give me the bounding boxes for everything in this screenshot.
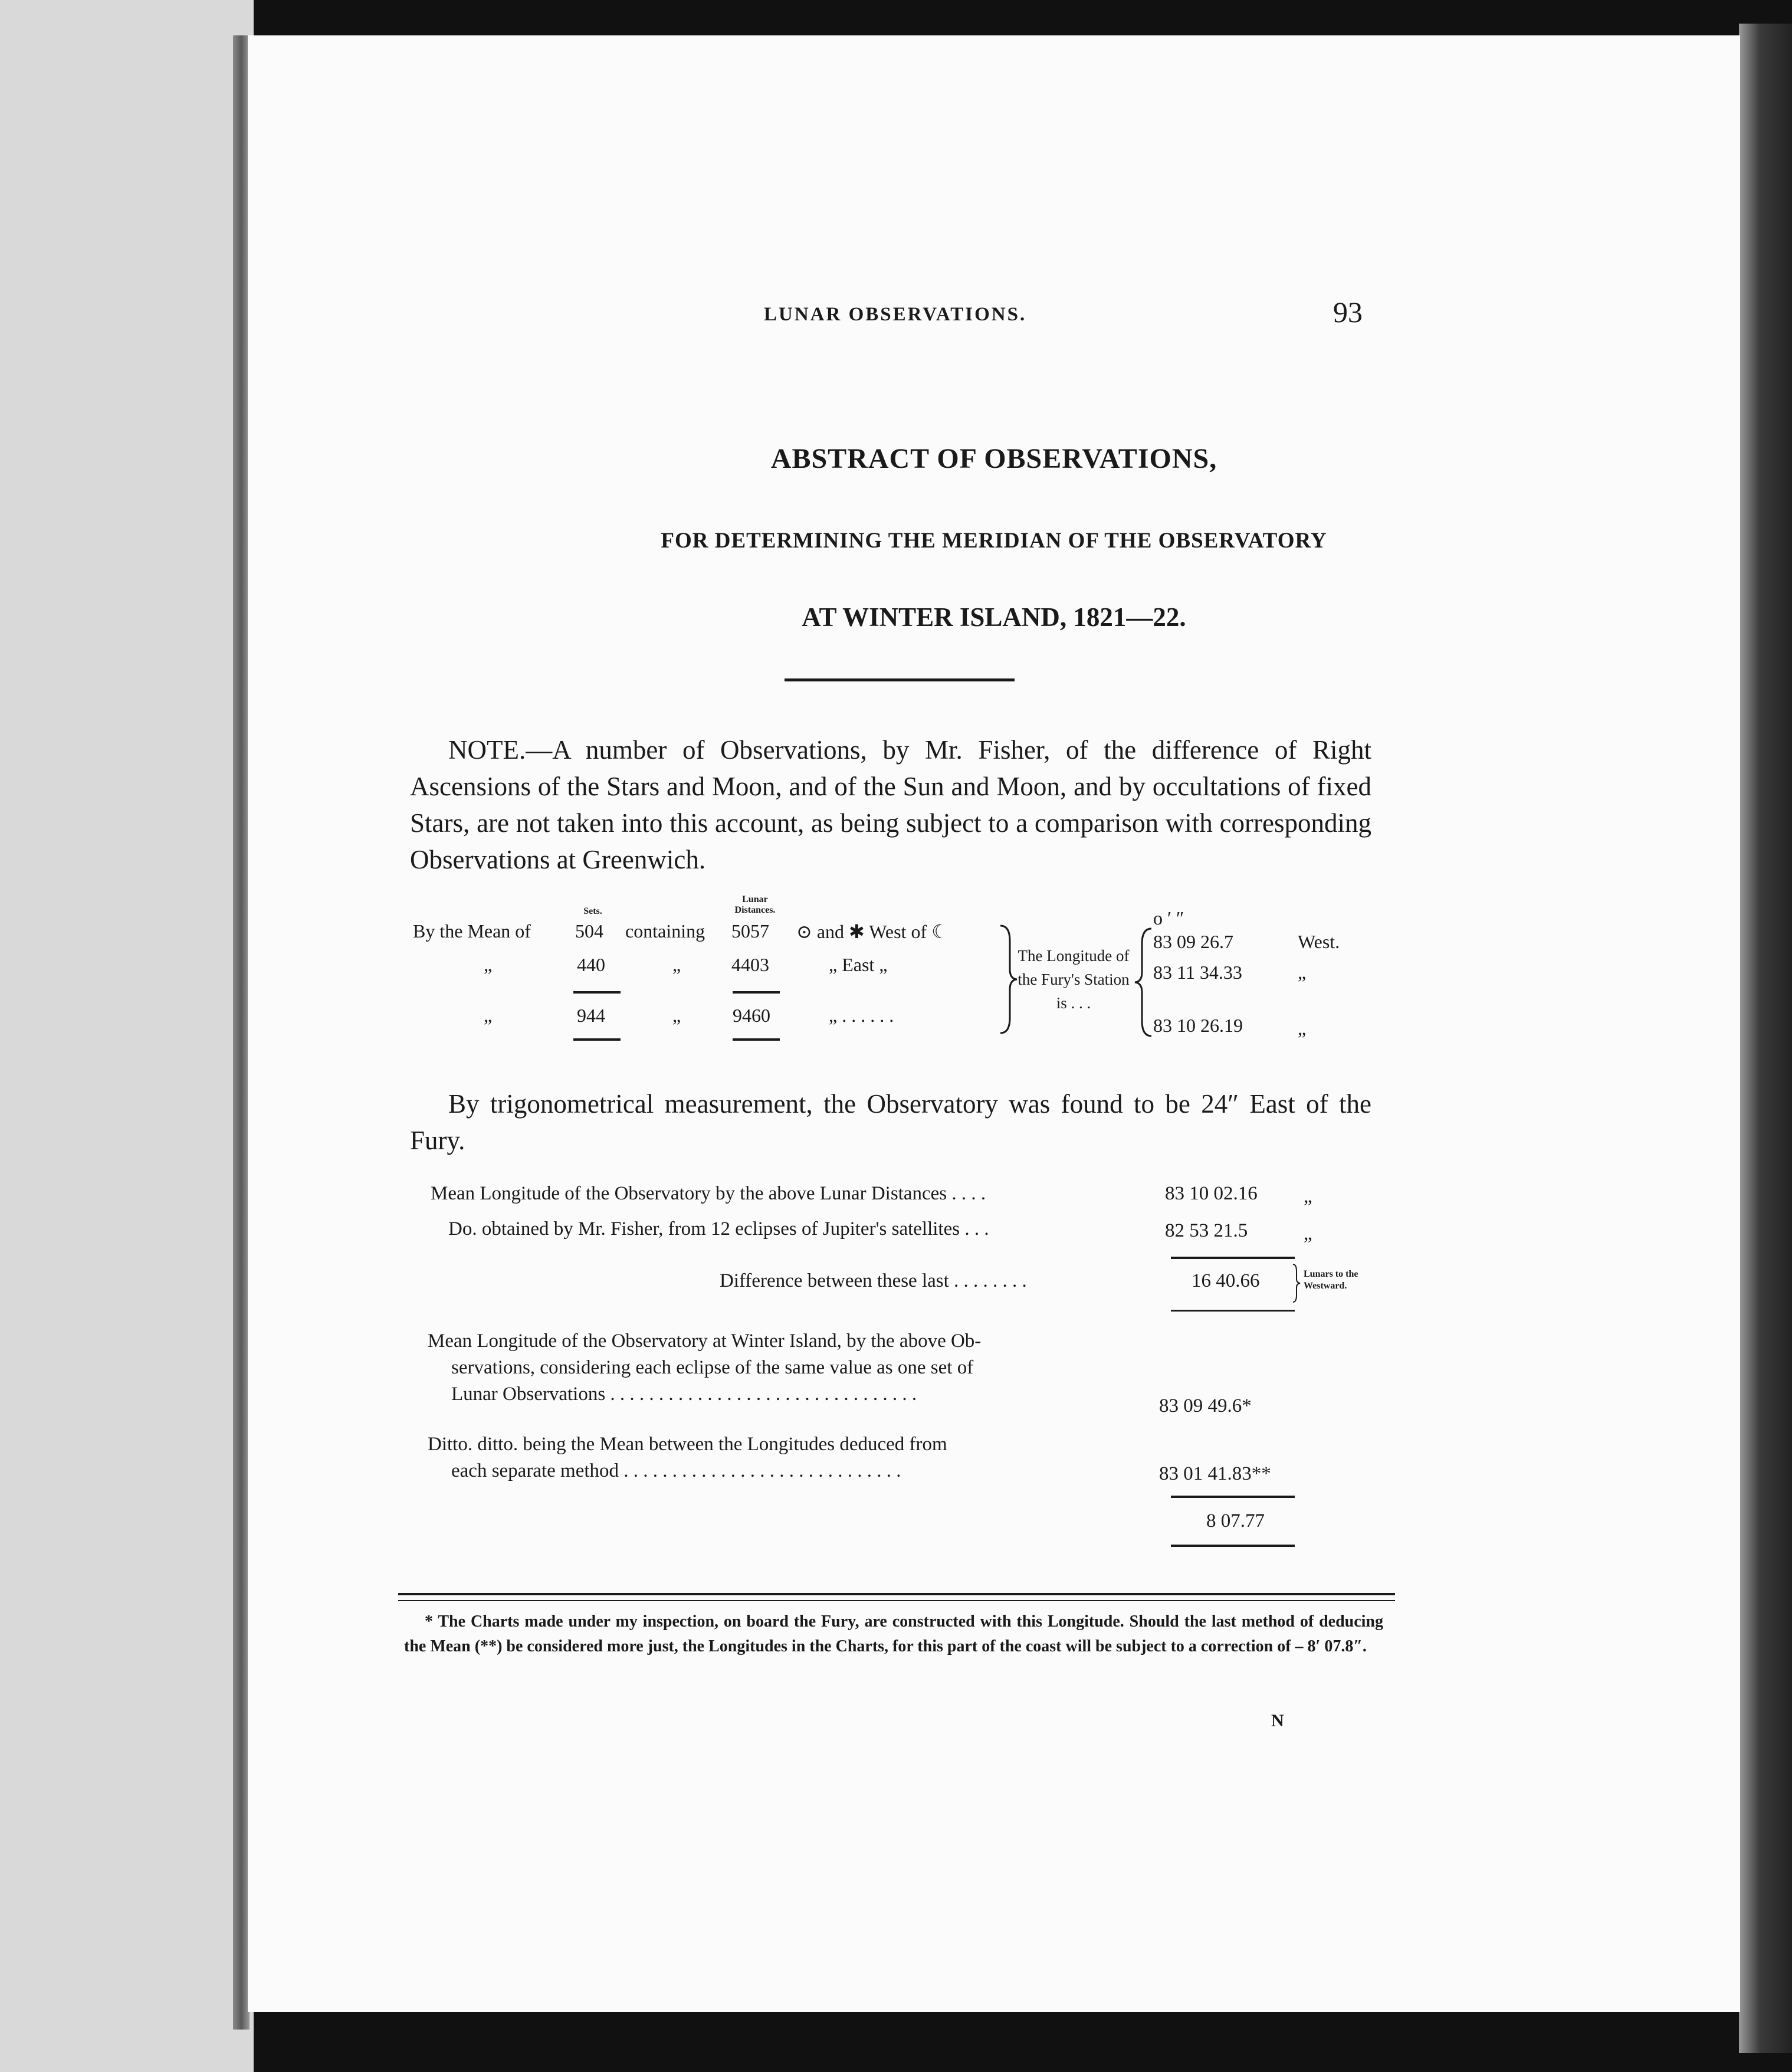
- header-lunar-distances: Lunar Distances.: [734, 894, 776, 915]
- difference-value: 16 40.66: [1192, 1270, 1260, 1291]
- line3-value: 83 09 49.6*: [1159, 1395, 1252, 1417]
- footnote: * The Charts made under my inspection, on board the Fury, are constructed with this Longitude. Should the last method of deducing the Mean (**) be considered more just, the Longitudes in the Charts, for this part of the coast will be subject to a correction of – 8′ 07.8″.: [404, 1612, 1383, 1655]
- line2-value: 82 53 21.5: [1165, 1220, 1248, 1241]
- line1-dir: „: [1304, 1186, 1312, 1207]
- lunar-sum-rule: [733, 991, 780, 994]
- row2-dir: „: [1298, 962, 1307, 983]
- lunars-westward-note: Lunars to the Westward.: [1304, 1269, 1358, 1291]
- row3-lunar: 9460: [733, 1005, 770, 1026]
- note-paragraph: NOTE.—A number of Observations, by Mr. Fisher, of the difference of Right Ascensions of the Stars and Moon, and of the Sun and Moon, and by occultations of fixed Stars, are not taken into this account, as being subject to a comparison with corresponding Observations at Greenwich.: [410, 735, 1371, 874]
- line3-text-a: Mean Longitude of the Observatory at Winter Island, by the above Ob-: [428, 1330, 982, 1352]
- line3-text-b: servations, considering each eclipse of the same value as one set of: [451, 1357, 974, 1378]
- line4-value: 83 01 41.83**: [1159, 1463, 1271, 1484]
- difference-under-rule: [1171, 1310, 1295, 1312]
- difference-brace: [1291, 1263, 1302, 1304]
- row2-lead: „: [484, 954, 493, 975]
- line2-label: Do. obtained by Mr. Fisher, from 12 eclipses of Jupiter's satellites . . .: [448, 1218, 989, 1240]
- row1-sets: 504: [575, 920, 603, 942]
- line1-label: Mean Longitude of the Observatory by the above Lunar Distances . . . .: [431, 1183, 986, 1204]
- degree-symbols: o ′ ″: [1153, 907, 1184, 929]
- row2-mid: „ East „: [829, 954, 888, 975]
- row2-lunar: 4403: [731, 954, 769, 975]
- running-head: LUNAR OBSERVATIONS.: [764, 304, 1027, 325]
- line4-text-b: each separate method . . . . . . . . . . . . . . . . . . . . . . . . . . . . .: [451, 1460, 901, 1481]
- page-number: 93: [1333, 296, 1363, 329]
- book-page: [248, 35, 1740, 2012]
- book-gutter: [233, 35, 250, 2030]
- row1-lead: By the Mean of: [413, 920, 531, 942]
- title-rule: [785, 678, 1015, 681]
- row1-lunar: 5057: [731, 920, 769, 942]
- row1-value: 83 09 26.7: [1153, 931, 1233, 952]
- trig-paragraph: By trigonometrical measurement, the Observatory was found to be 24″ East of the Fury.: [410, 1089, 1371, 1155]
- page-subtitle-place: AT WINTER ISLAND, 1821—22.: [802, 602, 1186, 632]
- signature-mark: N: [1271, 1711, 1284, 1730]
- lunar-total-rule: [733, 1038, 780, 1041]
- longitude-brace-label: The Longitude of the Fury's Station is . . .: [1018, 947, 1130, 1012]
- row3-value: 83 10 26.19: [1153, 1015, 1243, 1036]
- sets-total-rule: [573, 1038, 621, 1041]
- final-under-rule: [1171, 1545, 1295, 1547]
- page-title: ABSTRACT OF OBSERVATIONS,: [770, 443, 1217, 474]
- final-rule: [1171, 1496, 1295, 1498]
- row2-value: 83 11 34.33: [1153, 962, 1242, 983]
- header-sets: Sets.: [583, 906, 602, 916]
- left-page-edge: [0, 0, 254, 2072]
- difference-label: Difference between these last . . . . . . . .: [720, 1270, 1027, 1291]
- line3-text-c: Lunar Observations . . . . . . . . . . . . . . . . . . . . . . . . . . . . . . . .: [451, 1383, 917, 1405]
- page-subtitle: FOR DETERMINING THE MERIDIAN OF THE OBSERVATORY: [661, 529, 1327, 553]
- sets-sum-rule: [573, 991, 621, 994]
- row2-containing: „: [672, 954, 681, 975]
- footnote-rule-thin: [398, 1600, 1395, 1601]
- footnote-rule: [398, 1593, 1395, 1595]
- row1-containing: containing: [625, 920, 705, 942]
- row1-mid: ⊙ and ✱ West of ☾: [796, 921, 948, 942]
- right-brace: [1131, 926, 1155, 1038]
- row3-containing: „: [672, 1005, 681, 1026]
- row3-lead: „: [484, 1005, 493, 1026]
- page-edge-right: [1739, 24, 1792, 2053]
- row1-dir: West.: [1298, 931, 1340, 952]
- row2-sets: 440: [577, 954, 605, 975]
- difference-rule: [1171, 1257, 1295, 1259]
- row3-mid: „ . . . . . .: [829, 1005, 894, 1026]
- row3-dir: „: [1298, 1018, 1307, 1039]
- line4-text-a: Ditto. ditto. being the Mean between the Longitudes deduced from: [428, 1434, 947, 1455]
- row3-sets: 944: [577, 1005, 605, 1026]
- line1-value: 83 10 02.16: [1165, 1183, 1258, 1204]
- final-difference-value: 8 07.77: [1206, 1510, 1265, 1532]
- line2-dir: „: [1304, 1223, 1312, 1244]
